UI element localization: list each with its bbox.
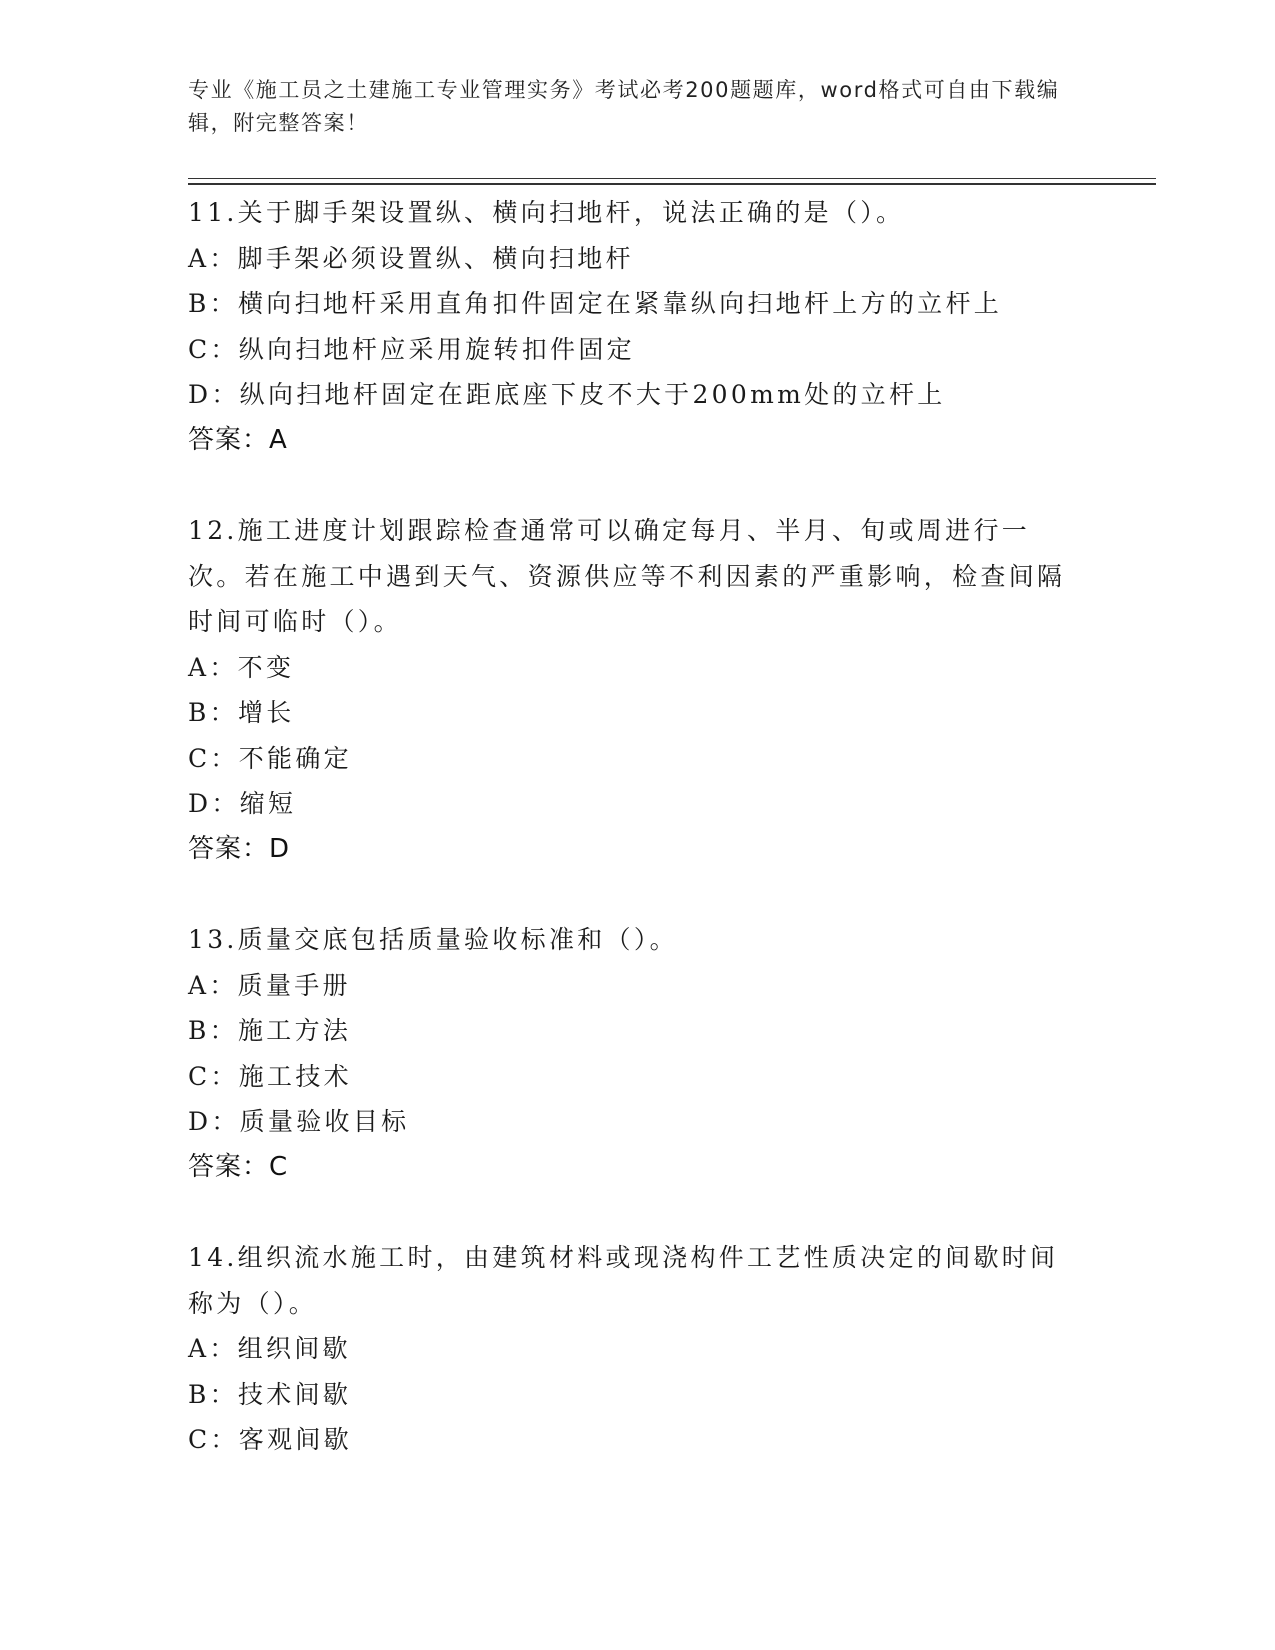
question-stem: 14.组织流水施工时，由建筑材料或现浇构件工艺性质决定的间歇时间称为（）。 bbox=[188, 1243, 1059, 1318]
option-c: C：不能确定 bbox=[188, 743, 352, 773]
option-c: C：纵向扫地杆应采用旋转扣件固定 bbox=[188, 334, 635, 364]
option-d: D：缩短 bbox=[188, 789, 297, 818]
question-stem: 11.关于脚手架设置纵、横向扫地杆，说法正确的是（）。 bbox=[188, 198, 905, 227]
option-b: B：技术间歇 bbox=[188, 1379, 352, 1409]
option-d: D：质量验收目标 bbox=[188, 1107, 410, 1136]
option-b: B：横向扫地杆采用直角扣件固定在紧靠纵向扫地杆上方的立杆上 bbox=[188, 289, 1003, 318]
answer-label: 答案：A bbox=[188, 424, 288, 455]
question-list bbox=[188, 190, 1088, 1508]
header-divider-thin bbox=[188, 178, 1156, 179]
option-a: A：脚手架必须设置纵、横向扫地杆 bbox=[188, 243, 634, 273]
question-14 bbox=[188, 1235, 1088, 1463]
option-a: A：质量手册 bbox=[188, 970, 351, 1000]
question-11 bbox=[188, 190, 1088, 463]
question-12 bbox=[188, 508, 1088, 872]
answer-label: 答案：D bbox=[188, 833, 291, 864]
option-b: B：施工方法 bbox=[188, 1016, 352, 1045]
option-c: C：客观间歇 bbox=[188, 1425, 352, 1454]
option-d: D：纵向扫地杆固定在距底座下皮不大于200mm处的立杆上 bbox=[188, 380, 946, 409]
question-stem: 13.质量交底包括质量验收标准和（）。 bbox=[188, 925, 678, 954]
option-a: A：不变 bbox=[188, 652, 295, 682]
answer-label: 答案：C bbox=[188, 1151, 289, 1182]
option-c: C：施工技术 bbox=[188, 1061, 352, 1091]
document-header: 专业《施工员之土建施工专业管理实务》考试必考200题题库，word格式可自由下载编辑，附完整答案！ bbox=[188, 78, 1060, 135]
option-b: B：增长 bbox=[188, 698, 295, 727]
header-divider-thick bbox=[188, 183, 1156, 185]
question-13 bbox=[188, 917, 1088, 1190]
question-stem: 12.施工进度计划跟踪检查通常可以确定每月、半月、旬或周进行一次。若在施工中遇到天气、资源供应等不利因素的严重影响，检查间隔时间可临时（）。 bbox=[188, 516, 1066, 636]
option-a: A：组织间歇 bbox=[188, 1334, 351, 1363]
